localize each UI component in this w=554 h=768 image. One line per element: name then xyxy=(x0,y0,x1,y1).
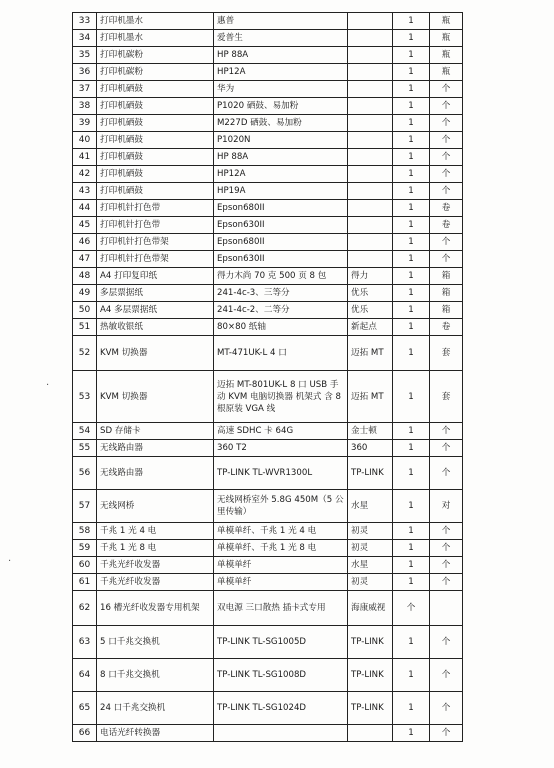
table-row xyxy=(73,47,463,64)
item-name: 8 口千兆交换机 xyxy=(97,659,214,692)
table-row xyxy=(73,540,463,557)
item-brand: 水星 xyxy=(348,490,393,523)
item-brand: 初灵 xyxy=(348,523,393,540)
item-table-body xyxy=(73,13,463,742)
item-name: 多层票据纸 xyxy=(97,285,214,302)
row-number: 43 xyxy=(73,183,97,200)
item-unit: 个 xyxy=(430,234,463,251)
item-quantity: 1 xyxy=(393,423,430,440)
item-spec: 爱普生 xyxy=(214,30,348,47)
item-quantity: 1 xyxy=(393,302,430,319)
item-name: 打印机墨水 xyxy=(97,13,214,30)
item-unit: 个 xyxy=(430,457,463,490)
item-unit: 箱 xyxy=(430,302,463,319)
table-row xyxy=(73,523,463,540)
item-quantity: 1 xyxy=(393,692,430,725)
item-quantity: 1 xyxy=(393,183,430,200)
item-brand xyxy=(348,132,393,149)
item-name: 无线路由器 xyxy=(97,457,214,490)
item-name: 无线路由器 xyxy=(97,440,214,457)
item-brand: 金士顿 xyxy=(348,423,393,440)
table-row xyxy=(73,234,463,251)
item-quantity: 1 xyxy=(393,98,430,115)
item-unit: 卷 xyxy=(430,217,463,234)
item-name: 打印机硒鼓 xyxy=(97,81,214,98)
item-name: A4 多层票据纸 xyxy=(97,302,214,319)
margin-mark: · xyxy=(46,380,50,391)
item-brand: 迈拓 MT xyxy=(348,371,393,423)
item-quantity: 1 xyxy=(393,319,430,336)
item-brand xyxy=(348,47,393,64)
item-name: 千兆光纤收发器 xyxy=(97,574,214,591)
item-unit: 个 xyxy=(430,423,463,440)
item-unit: 个 xyxy=(430,626,463,659)
item-unit: 个 xyxy=(430,166,463,183)
item-brand: 得力 xyxy=(348,268,393,285)
row-number: 56 xyxy=(73,457,97,490)
item-unit: 个 xyxy=(430,523,463,540)
item-brand xyxy=(348,251,393,268)
item-quantity: 1 xyxy=(393,540,430,557)
item-brand xyxy=(348,183,393,200)
item-spec: Epson630II xyxy=(214,217,348,234)
table-row xyxy=(73,423,463,440)
item-unit: 套 xyxy=(430,371,463,423)
item-brand xyxy=(348,217,393,234)
item-spec: HP 88A xyxy=(214,47,348,64)
row-number: 55 xyxy=(73,440,97,457)
item-spec: MT-471UK-L 4 口 xyxy=(214,336,348,371)
table-row xyxy=(73,490,463,523)
item-name: 打印机碳粉 xyxy=(97,47,214,64)
table-row xyxy=(73,557,463,574)
table-row xyxy=(73,30,463,47)
item-unit: 个 xyxy=(430,149,463,166)
table-row xyxy=(73,371,463,423)
item-brand xyxy=(348,115,393,132)
item-quantity: 1 xyxy=(393,149,430,166)
item-table xyxy=(72,12,463,742)
item-brand xyxy=(348,13,393,30)
item-brand: 迈拓 MT xyxy=(348,336,393,371)
item-spec xyxy=(214,725,348,742)
item-spec: Epson680II xyxy=(214,200,348,217)
item-quantity: 1 xyxy=(393,200,430,217)
table-row xyxy=(73,64,463,81)
item-name: A4 打印复印纸 xyxy=(97,268,214,285)
item-brand xyxy=(348,200,393,217)
item-spec: Epson630II xyxy=(214,251,348,268)
item-spec: 360 T2 xyxy=(214,440,348,457)
item-unit: 瓶 xyxy=(430,64,463,81)
item-unit: 个 xyxy=(430,132,463,149)
row-number: 46 xyxy=(73,234,97,251)
item-spec: TP-LINK TL-SG1005D xyxy=(214,626,348,659)
table-row xyxy=(73,336,463,371)
item-spec: 华为 xyxy=(214,81,348,98)
item-unit: 个 xyxy=(430,692,463,725)
row-number: 63 xyxy=(73,626,97,659)
table-row xyxy=(73,457,463,490)
item-quantity: 1 xyxy=(393,234,430,251)
item-brand: 优乐 xyxy=(348,302,393,319)
item-name: 打印机硒鼓 xyxy=(97,166,214,183)
item-brand: TP-LINK xyxy=(348,692,393,725)
item-unit: 个 xyxy=(430,251,463,268)
item-quantity: 1 xyxy=(393,557,430,574)
item-quantity: 1 xyxy=(393,659,430,692)
item-name: 打印机硒鼓 xyxy=(97,183,214,200)
item-name: 无线网桥 xyxy=(97,490,214,523)
row-number: 54 xyxy=(73,423,97,440)
item-brand: 新起点 xyxy=(348,319,393,336)
item-unit: 个 xyxy=(430,115,463,132)
row-number: 66 xyxy=(73,725,97,742)
item-quantity: 1 xyxy=(393,251,430,268)
table-row xyxy=(73,183,463,200)
item-spec: HP 88A xyxy=(214,149,348,166)
item-brand: 海康威视 xyxy=(348,591,393,626)
price-list-sheet xyxy=(72,12,462,742)
item-brand: TP-LINK xyxy=(348,626,393,659)
item-name: KVM 切换器 xyxy=(97,371,214,423)
row-number: 45 xyxy=(73,217,97,234)
item-spec: HP12A xyxy=(214,166,348,183)
item-name: 16 槽光纤收发器专用机架 xyxy=(97,591,214,626)
item-quantity: 1 xyxy=(393,217,430,234)
row-number: 53 xyxy=(73,371,97,423)
item-spec: 241-4c-3、三等分 xyxy=(214,285,348,302)
item-unit: 个 xyxy=(430,659,463,692)
item-quantity: 1 xyxy=(393,166,430,183)
row-number: 64 xyxy=(73,659,97,692)
item-name: 5 口千兆交换机 xyxy=(97,626,214,659)
row-number: 51 xyxy=(73,319,97,336)
item-unit: 个 xyxy=(430,98,463,115)
table-row xyxy=(73,319,463,336)
item-spec: TP-LINK TL-SG1008D xyxy=(214,659,348,692)
table-row xyxy=(73,132,463,149)
item-quantity: 1 xyxy=(393,115,430,132)
row-number: 59 xyxy=(73,540,97,557)
item-brand: 水星 xyxy=(348,557,393,574)
table-row xyxy=(73,591,463,626)
item-spec: 惠普 xyxy=(214,13,348,30)
item-unit: 个 xyxy=(430,81,463,98)
item-spec: 高速 SDHC 卡 64G xyxy=(214,423,348,440)
item-unit: 个 xyxy=(430,574,463,591)
item-name: 24 口千兆交换机 xyxy=(97,692,214,725)
item-quantity: 1 xyxy=(393,13,430,30)
item-unit: 个 xyxy=(430,440,463,457)
item-unit: 个 xyxy=(430,557,463,574)
row-number: 41 xyxy=(73,149,97,166)
item-brand: 初灵 xyxy=(348,540,393,557)
item-brand xyxy=(348,98,393,115)
item-spec: HP19A xyxy=(214,183,348,200)
item-spec: 无线网桥室外 5.8G 450M（5 公里传输） xyxy=(214,490,348,523)
row-number: 58 xyxy=(73,523,97,540)
row-number: 33 xyxy=(73,13,97,30)
table-row xyxy=(73,692,463,725)
item-unit: 箱 xyxy=(430,285,463,302)
item-name: 电话光纤转换器 xyxy=(97,725,214,742)
row-number: 44 xyxy=(73,200,97,217)
item-brand: 初灵 xyxy=(348,574,393,591)
item-name: SD 存储卡 xyxy=(97,423,214,440)
item-quantity: 1 xyxy=(393,30,430,47)
table-row xyxy=(73,13,463,30)
table-row xyxy=(73,440,463,457)
row-number: 34 xyxy=(73,30,97,47)
row-number: 49 xyxy=(73,285,97,302)
item-quantity: 1 xyxy=(393,132,430,149)
item-name: 千兆光纤收发器 xyxy=(97,557,214,574)
table-row xyxy=(73,217,463,234)
item-unit: 个 xyxy=(430,725,463,742)
item-brand xyxy=(348,149,393,166)
item-quantity: 1 xyxy=(393,285,430,302)
item-unit: 卷 xyxy=(430,319,463,336)
item-quantity: 1 xyxy=(393,523,430,540)
item-spec: P1020N xyxy=(214,132,348,149)
row-number: 47 xyxy=(73,251,97,268)
item-name: 打印机硒鼓 xyxy=(97,149,214,166)
row-number: 39 xyxy=(73,115,97,132)
item-name: KVM 切换器 xyxy=(97,336,214,371)
item-brand xyxy=(348,30,393,47)
item-name: 打印机碳粉 xyxy=(97,64,214,81)
item-spec: 80×80 纸轴 xyxy=(214,319,348,336)
item-name: 打印机硒鼓 xyxy=(97,115,214,132)
item-quantity: 个 xyxy=(393,591,430,626)
item-unit xyxy=(430,591,463,626)
table-row xyxy=(73,98,463,115)
item-quantity: 1 xyxy=(393,490,430,523)
item-spec: TP-LINK TL-WVR1300L xyxy=(214,457,348,490)
row-number: 48 xyxy=(73,268,97,285)
item-brand: TP-LINK xyxy=(348,457,393,490)
item-spec: 单模单纤、千兆 1 光 8 电 xyxy=(214,540,348,557)
table-row xyxy=(73,166,463,183)
item-name: 千兆 1 光 4 电 xyxy=(97,523,214,540)
item-name: 打印机墨水 xyxy=(97,30,214,47)
item-name: 千兆 1 光 8 电 xyxy=(97,540,214,557)
table-row xyxy=(73,81,463,98)
table-row xyxy=(73,574,463,591)
item-name: 打印机针打色带 xyxy=(97,217,214,234)
row-number: 60 xyxy=(73,557,97,574)
item-quantity: 1 xyxy=(393,457,430,490)
item-spec: TP-LINK TL-SG1024D xyxy=(214,692,348,725)
item-name: 打印机硒鼓 xyxy=(97,132,214,149)
item-brand xyxy=(348,64,393,81)
item-name: 打印机硒鼓 xyxy=(97,98,214,115)
table-row xyxy=(73,149,463,166)
table-row xyxy=(73,200,463,217)
table-row xyxy=(73,302,463,319)
row-number: 65 xyxy=(73,692,97,725)
item-spec: 双电源 三口散热 插卡式专用 xyxy=(214,591,348,626)
item-brand xyxy=(348,234,393,251)
table-row xyxy=(73,115,463,132)
table-row xyxy=(73,268,463,285)
item-quantity: 1 xyxy=(393,47,430,64)
item-name: 打印机针打色带架 xyxy=(97,234,214,251)
margin-mark: · xyxy=(8,556,12,567)
table-row xyxy=(73,626,463,659)
row-number: 57 xyxy=(73,490,97,523)
item-spec: M227D 硒鼓、易加粉 xyxy=(214,115,348,132)
item-brand xyxy=(348,725,393,742)
item-spec: P1020 硒鼓、易加粉 xyxy=(214,98,348,115)
item-unit: 个 xyxy=(430,183,463,200)
item-brand: 优乐 xyxy=(348,285,393,302)
item-brand xyxy=(348,166,393,183)
item-unit: 对 xyxy=(430,490,463,523)
row-number: 61 xyxy=(73,574,97,591)
row-number: 37 xyxy=(73,81,97,98)
item-spec: 单模单纤 xyxy=(214,574,348,591)
item-unit: 套 xyxy=(430,336,463,371)
table-row xyxy=(73,251,463,268)
row-number: 36 xyxy=(73,64,97,81)
table-row xyxy=(73,285,463,302)
row-number: 35 xyxy=(73,47,97,64)
item-spec: 241-4c-2、二等分 xyxy=(214,302,348,319)
item-unit: 箱 xyxy=(430,268,463,285)
item-name: 打印机针打色带架 xyxy=(97,251,214,268)
row-number: 40 xyxy=(73,132,97,149)
item-quantity: 1 xyxy=(393,440,430,457)
item-quantity: 1 xyxy=(393,626,430,659)
item-unit: 瓶 xyxy=(430,47,463,64)
item-brand xyxy=(348,81,393,98)
item-quantity: 1 xyxy=(393,268,430,285)
item-quantity: 1 xyxy=(393,81,430,98)
item-name: 热敏收银纸 xyxy=(97,319,214,336)
row-number: 50 xyxy=(73,302,97,319)
item-spec: 得力木尚 70 克 500 页 8 包 xyxy=(214,268,348,285)
item-spec: 单模单纤 xyxy=(214,557,348,574)
item-spec: 迈拓 MT-801UK-L 8 口 USB 手动 KVM 电脑切换器 机架式 含 8 根原装 VGA 线 xyxy=(214,371,348,423)
item-quantity: 1 xyxy=(393,371,430,423)
table-row xyxy=(73,659,463,692)
item-quantity: 1 xyxy=(393,574,430,591)
row-number: 62 xyxy=(73,591,97,626)
item-quantity: 1 xyxy=(393,64,430,81)
item-unit: 瓶 xyxy=(430,13,463,30)
item-spec: Epson680II xyxy=(214,234,348,251)
item-spec: HP12A xyxy=(214,64,348,81)
item-brand: 360 xyxy=(348,440,393,457)
item-unit: 瓶 xyxy=(430,30,463,47)
item-brand: TP-LINK xyxy=(348,659,393,692)
row-number: 38 xyxy=(73,98,97,115)
item-unit: 个 xyxy=(430,540,463,557)
item-quantity: 1 xyxy=(393,336,430,371)
row-number: 52 xyxy=(73,336,97,371)
table-row xyxy=(73,725,463,742)
item-name: 打印机针打色带 xyxy=(97,200,214,217)
item-quantity: 1 xyxy=(393,725,430,742)
row-number: 42 xyxy=(73,166,97,183)
item-spec: 单模单纤、千兆 1 光 4 电 xyxy=(214,523,348,540)
item-unit: 卷 xyxy=(430,200,463,217)
